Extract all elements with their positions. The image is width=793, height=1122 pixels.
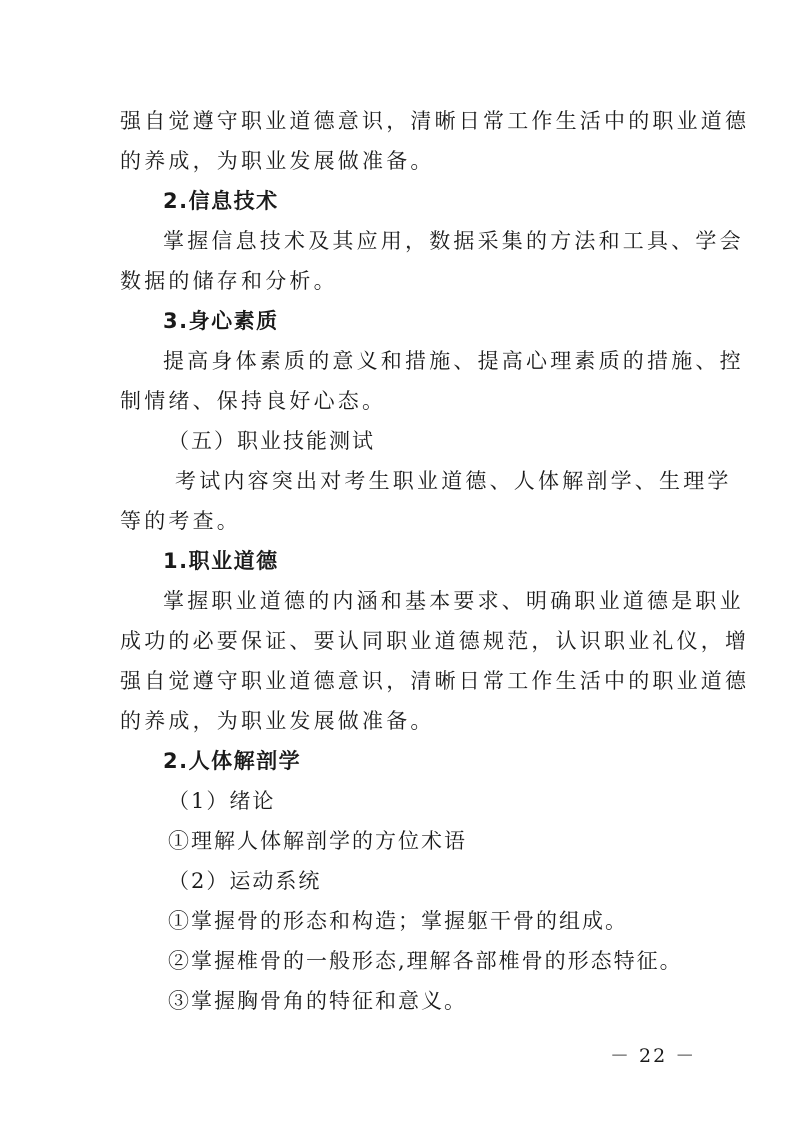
list-item: ①掌握骨的形态和构造；掌握躯干骨的组成。	[168, 909, 628, 933]
paragraph-line: 强自觉遵守职业道德意识，清晰日常工作生活中的职业道德	[120, 669, 750, 693]
list-heading: （2）运动系统	[168, 869, 322, 893]
section-heading: 3.身心素质	[163, 309, 279, 333]
page-number: － 22 －	[610, 1045, 697, 1067]
paragraph-line: 的养成，为职业发展做准备。	[120, 149, 435, 173]
section-heading: 2.信息技术	[163, 189, 279, 213]
paragraph-line: 等的考查。	[120, 509, 241, 533]
paragraph-line: 的养成，为职业发展做准备。	[120, 709, 435, 733]
paragraph-line: 制情绪、保持良好心态。	[120, 389, 387, 413]
list-item: ①理解人体解剖学的方位术语	[168, 829, 467, 853]
paragraph-line: 掌握信息技术及其应用，数据采集的方法和工具、学会	[163, 229, 744, 253]
paragraph-line: 成功的必要保证、要认同职业道德规范，认识职业礼仪，增	[120, 629, 750, 653]
list-item: ③掌握胸骨角的特征和意义。	[168, 989, 467, 1013]
list-item: ②掌握椎骨的一般形态,理解各部椎骨的形态特征。	[168, 949, 683, 973]
section-heading: 1.职业道德	[163, 549, 279, 573]
list-heading: （1）绪论	[168, 789, 276, 813]
subsection-heading: （五）职业技能测试	[168, 429, 375, 453]
paragraph-line: 提高身体素质的意义和措施、提高心理素质的措施、控	[163, 349, 744, 373]
section-heading: 2.人体解剖学	[163, 749, 302, 773]
paragraph-line: 数据的储存和分析。	[120, 269, 338, 293]
paragraph-line: 强自觉遵守职业道德意识，清晰日常工作生活中的职业道德	[120, 109, 750, 133]
paragraph-line: 考试内容突出对考生职业道德、人体解剖学、生理学	[175, 469, 732, 493]
paragraph-line: 掌握职业道德的内涵和基本要求、明确职业道德是职业	[163, 589, 744, 613]
